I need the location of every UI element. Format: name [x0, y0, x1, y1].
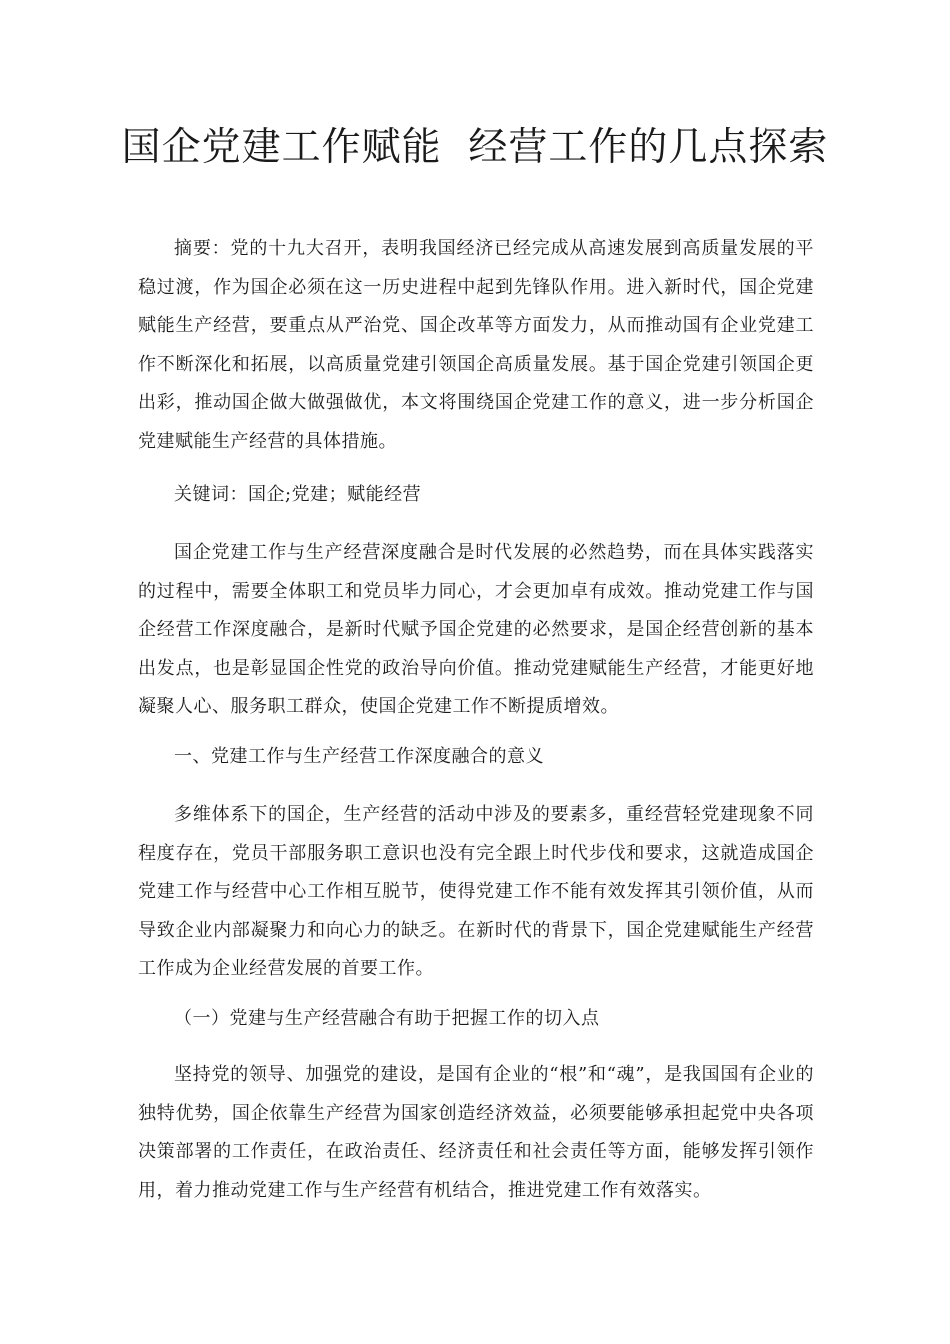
section-heading-1: 一、党建工作与生产经营工作深度融合的意义 — [174, 746, 544, 767]
document-title: 国企党建工作赋能 经营工作的几点探索 — [121, 125, 829, 170]
keywords-line: 关键词：国企;党建；赋能经营 — [174, 484, 422, 505]
subsection-1-paragraph: 坚持党的领导、加强党的建设，是国有企业的“根”和“魂”，是我国国有企业的独特优势，国企依靠生产经营为国家创造经济效益，必须要能够承担起党中央各项决策部署的工作责任，在政治责任、经济责任和社会责任等方面，能够发挥引领作用，着力推动党建工作与生产经营有机结合，推进党建工作有效落实。 — [138, 1064, 814, 1201]
section-1-paragraph: 多维体系下的国企，生产经营的活动中涉及的要素多，重经营轻党建现象不同程度存在，党员干部服务职工意识也没有完全跟上时代步伐和要求，这就造成国企党建工作与经营中心工作相互脱节，使得党建工作不能有效发挥其引领价值，从而导致企业内部凝聚力和向心力的缺乏。在新时代的背景下，国企党建赋能生产经营工作成为企业经营发展的首要工作。 — [138, 804, 814, 979]
intro-paragraph: 国企党建工作与生产经营深度融合是时代发展的必然趋势，而在具体实践落实的过程中，需要全体职工和党员毕力同心，才会更加卓有成效。推动党建工作与国企经营工作深度融合，是新时代赋予国企党建的必然要求，是国企经营创新的基本出发点，也是彰显国企性党的政治导向价值。推动党建赋能生产经营，才能更好地凝聚人心、服务职工群众，使国企党建工作不断提质增效。 — [138, 542, 814, 717]
subsection-heading-1: （一）党建与生产经营融合有助于把握工作的切入点 — [174, 1008, 600, 1029]
abstract-paragraph: 摘要：党的十九大召开，表明我国经济已经完成从高速发展到高质量发展的平稳过渡，作为国企必须在这一历史进程中起到先锋队作用。进入新时代，国企党建赋能生产经营，要重点从严治党、国企改革等方面发力，从而推动国有企业党建工作不断深化和拓展，以高质量党建引领国企高质量发展。基于国企党建引领国企更出彩，推动国企做大做强做优，本文将围绕国企党建工作的意义，进一步分析国企党建赋能生产经营的具体措施。 — [138, 238, 814, 452]
